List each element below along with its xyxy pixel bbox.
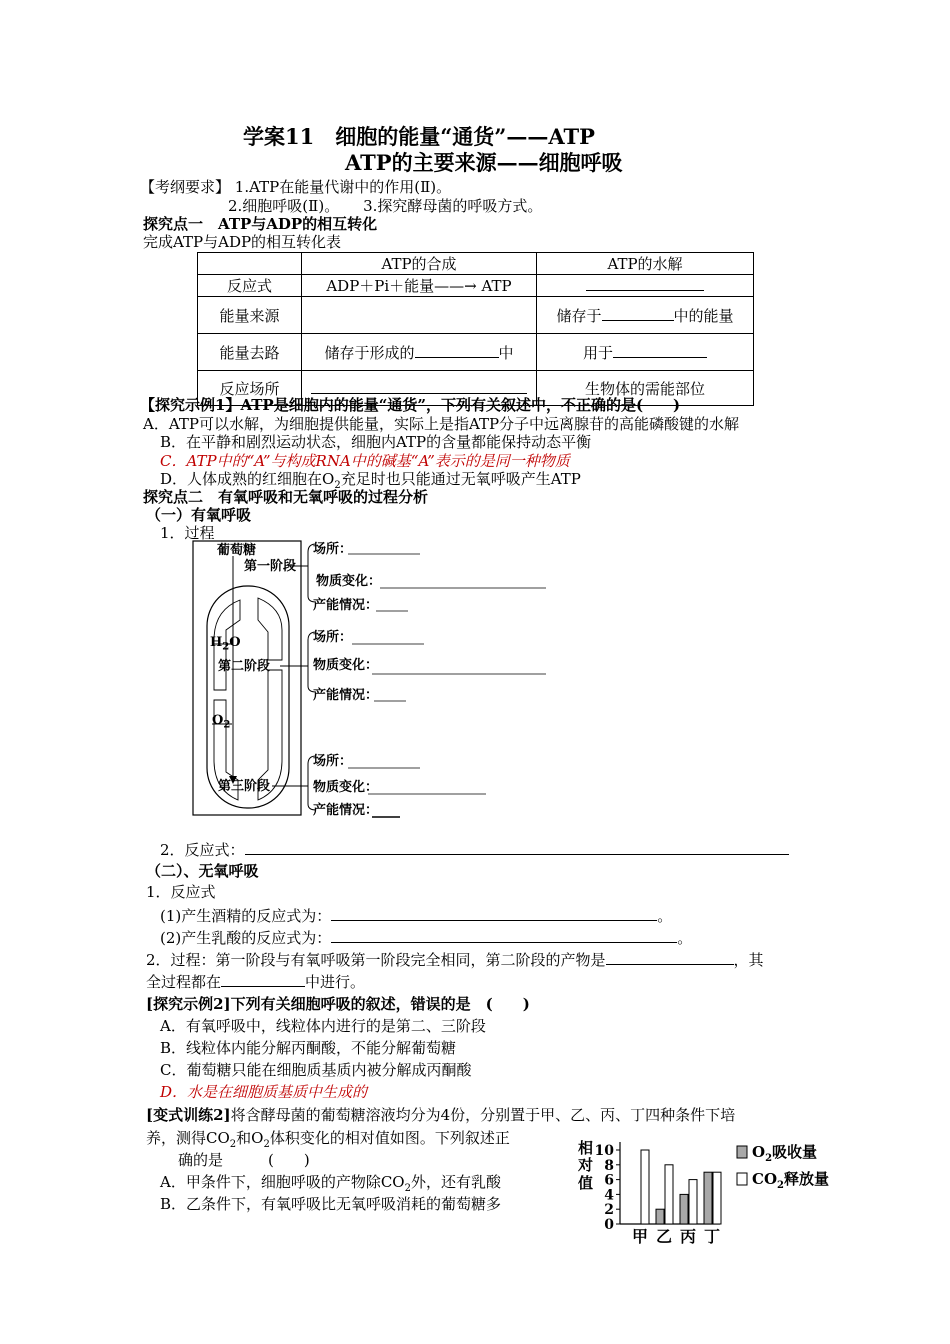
requirements-line1 bbox=[140, 178, 451, 197]
row-label-equation: 反应式 bbox=[198, 275, 302, 297]
training2-stem-line2: 养，测得$CO_2$和$O_2$体积变化的相对值如图。下列叙述正 bbox=[146, 1129, 510, 1150]
example2-option-c: C．葡萄糖只能在细胞质基质内被分解成丙酮酸 bbox=[160, 1061, 472, 1079]
synth-equation: ADP＋Pi＋能量——→ ATP bbox=[302, 275, 537, 297]
legend-co2-text: $CO_2$释放量 bbox=[752, 1170, 829, 1191]
table-header-synth: ATP的合成 bbox=[302, 253, 537, 275]
aerobic-equation: 2．反应式： bbox=[160, 840, 789, 860]
example1-option-a: A．ATP可以水解，为细胞提供能量，实际上是指ATP分子中远离腺苷的高能磷酸键的水解 bbox=[143, 415, 740, 433]
blank-synth-dest[interactable] bbox=[415, 343, 499, 358]
stage2-energy: 产能情况： bbox=[313, 688, 379, 703]
hydro-site: 生物体的需能部位 bbox=[537, 371, 754, 406]
x-tick-label: 乙 bbox=[655, 1227, 673, 1246]
bar-co2-乙 bbox=[665, 1165, 673, 1224]
stage3-place: 场所： bbox=[313, 754, 353, 769]
requirement-3: 3.探究酵母菌的呼吸方式。 bbox=[363, 197, 543, 215]
stage3-label: 第三阶段 bbox=[218, 779, 271, 794]
blank-aerobic-equation[interactable] bbox=[245, 840, 789, 855]
training2-option-b: B．乙条件下，有氧呼吸比无氧呼吸消耗的葡萄糖多 bbox=[160, 1195, 502, 1213]
stage1-label: 第一阶段 bbox=[244, 559, 297, 574]
requirements-line2 bbox=[228, 197, 542, 216]
legend-o2-swatch bbox=[737, 1146, 747, 1158]
training2-stem-line3: 确的是 ( ) bbox=[178, 1151, 310, 1169]
alcohol-equation: (1)产生酒精的反应式为： 。 bbox=[160, 907, 673, 925]
bar-o2-丙 bbox=[680, 1194, 688, 1224]
bar-co2-丙 bbox=[689, 1180, 697, 1224]
example2-stem: [探究示例2]下列有关细胞呼吸的叙述，错误的是 ( ) bbox=[146, 995, 530, 1013]
stage1-change: 物质变化： bbox=[316, 574, 382, 589]
atp-table bbox=[197, 252, 754, 406]
legend-co2-swatch bbox=[737, 1173, 747, 1185]
row-label-source: 能量来源 bbox=[198, 297, 302, 334]
example1-option-c: C．ATP中的“A”与构成RNA中的碱基“A”表示的是同一种物质 bbox=[160, 452, 570, 470]
o2-label: $O_2$ bbox=[212, 713, 231, 731]
bar-co2-丁 bbox=[713, 1172, 721, 1224]
stage3-energy: 产能情况： bbox=[313, 803, 379, 818]
example1-stem: 【探究示例1】ATP是细胞内的能量“通货”，下列有关叙述中，不正确的是( ) bbox=[140, 396, 681, 414]
synth-dest-pre: 储存于形成的 bbox=[324, 343, 415, 362]
anaerobic-process-line2: 全过程都在 中进行。 bbox=[146, 973, 366, 991]
chart-ylabel: 相对值 bbox=[578, 1139, 594, 1192]
requirements-label: 【考纲要求】 bbox=[140, 178, 231, 196]
row-label-destination: 能量去路 bbox=[198, 334, 302, 371]
y-tick-label: 0 bbox=[604, 1217, 614, 1233]
x-tick-label: 甲 bbox=[631, 1227, 649, 1246]
y-tick-label: 8 bbox=[604, 1157, 614, 1174]
stage2-label: 第二阶段 bbox=[218, 659, 271, 674]
example2-option-b: B．线粒体内能分解丙酮酸，不能分解葡萄糖 bbox=[160, 1039, 457, 1057]
blank-hydro-equation[interactable] bbox=[586, 276, 704, 291]
blank-hydro-dest[interactable] bbox=[613, 343, 707, 358]
bar-o2-乙 bbox=[656, 1209, 664, 1224]
blank-hydro-source[interactable] bbox=[602, 306, 674, 321]
legend-o2-text: $O_2$吸收量 bbox=[752, 1143, 818, 1164]
stage2-place: 场所： bbox=[313, 630, 353, 645]
title-line1: 学案11 细胞的能量“通货”——ATP bbox=[243, 124, 595, 149]
stage1-energy: 产能情况： bbox=[313, 598, 379, 613]
blank-process-site[interactable] bbox=[221, 972, 305, 987]
anaerobic-process-line1: 2．过程：第一阶段与有氧呼吸第一阶段完全相同，第二阶段的产物是 ，其 bbox=[146, 951, 764, 969]
training2-stem-line1: [变式训练2]将含酵母菌的葡萄糖溶液均分为4份，分别置于甲、乙、丙、丁四种条件下培 bbox=[146, 1106, 736, 1124]
hydro-source-pre: 储存于 bbox=[556, 306, 602, 325]
section2-heading: 探究点二 有氧呼吸和无氧呼吸的过程分析 bbox=[143, 488, 429, 506]
hydro-source-post: 中的能量 bbox=[673, 306, 734, 325]
blank-lactic[interactable] bbox=[331, 928, 677, 943]
anaerobic-heading: （二）、无氧呼吸 bbox=[146, 862, 259, 880]
x-tick-label: 丙 bbox=[679, 1227, 697, 1246]
stage1-place: 场所： bbox=[313, 542, 353, 557]
anaerobic-eq-label: 1．反应式 bbox=[146, 883, 216, 901]
aerobic-heading: （一）有氧呼吸 bbox=[146, 506, 252, 524]
x-tick-label: 丁 bbox=[703, 1227, 721, 1246]
h2o-label: $H_2O$ bbox=[210, 635, 241, 653]
table-header-hydro: ATP的水解 bbox=[537, 253, 754, 275]
example2-option-d: D．水是在细胞质基质中生成的 bbox=[160, 1083, 368, 1101]
row-label-site: 反应场所 bbox=[198, 371, 302, 406]
y-tick-label: 4 bbox=[604, 1187, 614, 1204]
y-tick-label: 2 bbox=[604, 1202, 614, 1219]
example2-option-a: A．有氧呼吸中，线粒体内进行的是第二、三阶段 bbox=[160, 1017, 486, 1035]
title-line2: ATP的主要来源——细胞呼吸 bbox=[345, 150, 623, 175]
stage2-change: 物质变化： bbox=[313, 658, 379, 673]
training2-option-a: A．甲条件下，细胞呼吸的产物除$CO_2$外，还有乳酸 bbox=[160, 1173, 501, 1194]
process-label: 1．过程 bbox=[160, 524, 215, 542]
lactic-equation: (2)产生乳酸的反应式为： 。 bbox=[160, 929, 693, 947]
requirement-2: 2.细胞呼吸(Ⅱ)。 bbox=[228, 197, 340, 215]
example1-option-d: D．人体成熟的红细胞在$O_2$充足时也只能通过无氧呼吸产生ATP bbox=[160, 470, 581, 491]
blank-stage2-product[interactable] bbox=[606, 950, 734, 965]
bar-o2-丁 bbox=[704, 1172, 712, 1224]
stage3-change: 物质变化： bbox=[313, 780, 379, 795]
requirement-1: 1.ATP在能量代谢中的作用(Ⅱ)。 bbox=[234, 178, 452, 196]
blank-synth-site[interactable] bbox=[311, 379, 527, 394]
glucose-label: 葡萄糖 bbox=[217, 543, 257, 558]
blank-alcohol[interactable] bbox=[331, 906, 657, 921]
synth-dest-post: 中 bbox=[498, 343, 514, 362]
section1-heading: 探究点一 ATP与ADP的相互转化 bbox=[143, 215, 378, 233]
section1-intro: 完成ATP与ADP的相互转化表 bbox=[143, 233, 342, 251]
y-tick-label: 6 bbox=[604, 1172, 614, 1189]
bar-co2-甲 bbox=[641, 1150, 649, 1224]
example1-option-b: B．在平静和剧烈运动状态，细胞内ATP的含量都能保持动态平衡 bbox=[160, 433, 592, 451]
y-tick-label: 10 bbox=[594, 1143, 614, 1159]
hydro-dest-pre: 用于 bbox=[582, 343, 613, 362]
